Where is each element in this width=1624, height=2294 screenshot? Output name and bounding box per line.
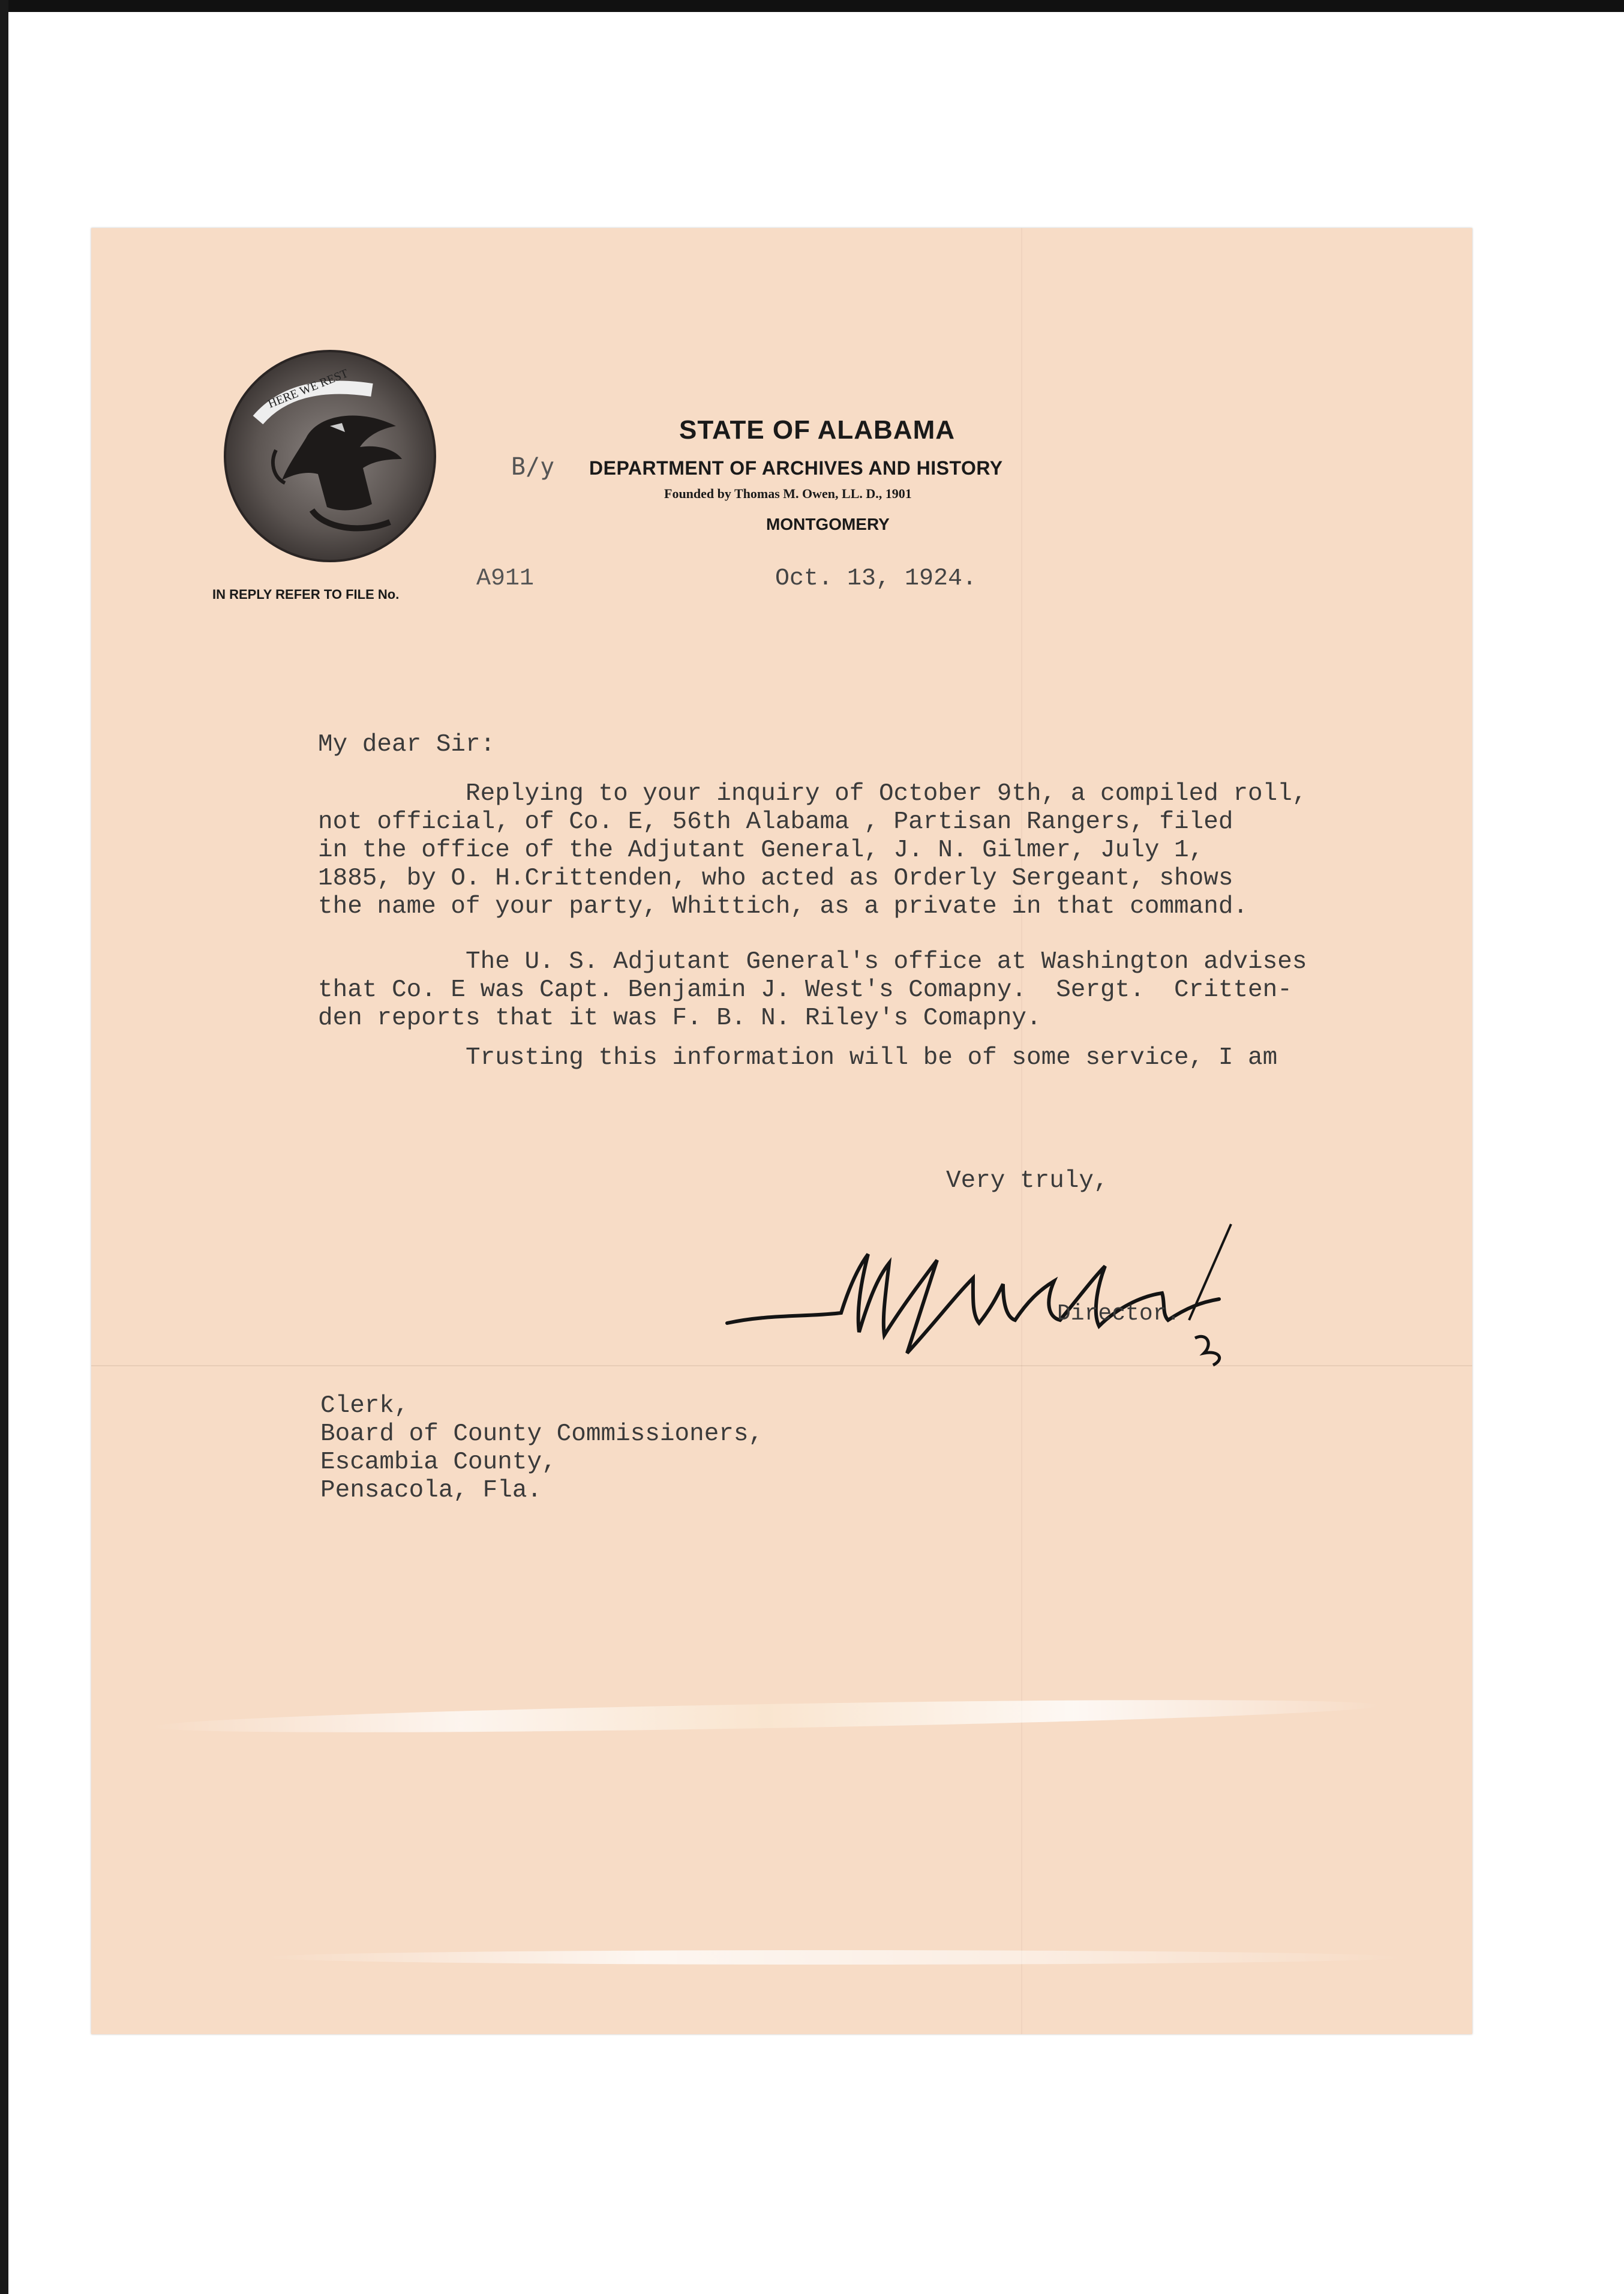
letterhead-city: MONTGOMERY bbox=[766, 515, 890, 533]
paragraph-2: The U. S. Adjutant General's office at Washington advises that Co. E was Capt. Benjamin J. West's Comapny. Sergt. Critten- den reports that it was F. B. N. Riley's Comapny. bbox=[318, 948, 1307, 1032]
closing: Very truly, bbox=[946, 1167, 1109, 1195]
scan-border-left bbox=[0, 0, 8, 2294]
scan-border-top bbox=[0, 0, 1624, 12]
paragraph-1: Replying to your inquiry of October 9th, a compiled roll, not official, of Co. E, 56th Alabama , Partisan Rangers, filed in the office of the Adjutant General, J. N. Gilmer, July 1, 1885, by O. H.Crittenden, who acted as Orderly Sergeant, shows the name of your party, Whittich, as a private in that command. bbox=[318, 780, 1307, 920]
glare-reflection bbox=[151, 1693, 1381, 1739]
svg-text:HERE WE REST: HERE WE REST bbox=[266, 367, 350, 411]
letterhead-state: STATE OF ALABAMA bbox=[679, 415, 956, 445]
letter-page bbox=[91, 228, 1472, 2034]
glare-reflection-lower bbox=[265, 1950, 1405, 1965]
letterhead-founded: Founded by Thomas M. Owen, LL. D., 1901 bbox=[664, 486, 912, 501]
handwritten-signature bbox=[721, 1212, 1261, 1374]
letterhead-department: DEPARTMENT OF ARCHIVES AND HISTORY bbox=[589, 457, 1003, 479]
reply-refer-label: IN REPLY REFER TO FILE No. bbox=[212, 587, 400, 602]
paragraph-3: Trusting this information will be of some service, I am bbox=[318, 1044, 1278, 1072]
file-number: A911 bbox=[476, 565, 535, 592]
signer-title: Director. bbox=[1057, 1301, 1181, 1327]
alabama-eagle-seal bbox=[222, 348, 438, 564]
typist-initials: B/y bbox=[511, 453, 555, 481]
salutation: My dear Sir: bbox=[318, 731, 496, 758]
recipient-address: Clerk, Board of County Commissioners, Escambia County, Pensacola, Fla. bbox=[320, 1392, 764, 1504]
letter-date: Oct. 13, 1924. bbox=[775, 565, 977, 592]
